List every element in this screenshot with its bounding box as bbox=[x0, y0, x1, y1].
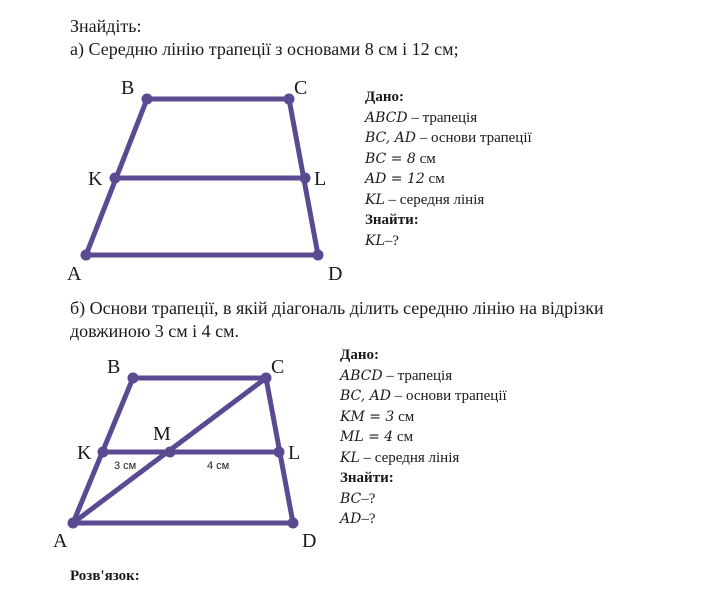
solution-heading: Розв'язок: bbox=[70, 568, 140, 584]
task-b-text-line2: довжиною 3 см і 4 см. bbox=[70, 321, 240, 341]
fig-a-point-c bbox=[284, 94, 295, 105]
fig-b-point-l bbox=[274, 447, 285, 458]
task-b-given-item: KL – середня лінія bbox=[340, 449, 460, 466]
fig-a-point-b bbox=[142, 94, 153, 105]
task-b-given-item: BC, AD – основи трапеції bbox=[340, 388, 507, 404]
fig-b-label-d: D bbox=[302, 530, 317, 552]
fig-b-segment-ml-label: 4 см bbox=[207, 460, 230, 472]
fig-b-point-m bbox=[165, 447, 176, 458]
fig-a-label-l: L bbox=[314, 168, 327, 190]
fig-b-point-a bbox=[68, 518, 79, 529]
task-b-given-item: ABCD – трапеція bbox=[340, 367, 453, 384]
task-b-given-title: Дано: bbox=[340, 347, 379, 363]
task-a-given-item: BC = 8 см bbox=[365, 150, 436, 167]
task-b-given-item: KM = 3 см bbox=[340, 408, 415, 425]
task-a-given-block bbox=[365, 87, 532, 251]
fig-b-label-a: A bbox=[53, 530, 68, 552]
task-a-given-title: Дано: bbox=[365, 89, 404, 105]
task-a-given-item: KL – середня лінія bbox=[365, 191, 485, 208]
fig-a-point-d bbox=[313, 250, 324, 261]
fig-b-point-d bbox=[288, 518, 299, 529]
task-b-find-title: Знайти: bbox=[340, 470, 394, 486]
task-b-find-item: AD–? bbox=[340, 511, 376, 527]
page-heading: Знайдіть: bbox=[70, 16, 142, 36]
task-a-find-item: KL–? bbox=[365, 232, 399, 249]
fig-b-point-c bbox=[261, 373, 272, 384]
fig-a-label-b: B bbox=[121, 77, 135, 99]
fig-a-point-l bbox=[300, 173, 311, 184]
task-b-text-line1: б) Основи трапеції, в якій діагональ ділить середню лінію на відрізки bbox=[70, 298, 604, 318]
fig-b-label-l: L bbox=[288, 442, 301, 464]
fig-a-label-a: A bbox=[67, 263, 82, 285]
task-b-given-item: ML = 4 см bbox=[340, 429, 414, 445]
fig-b-label-b: B bbox=[107, 356, 121, 378]
fig-a-label-d: D bbox=[328, 263, 343, 285]
task-a-given-item: BC, AD – основи трапеції bbox=[365, 130, 532, 146]
fig-b-label-k: K bbox=[77, 442, 92, 464]
fig-a-point-a bbox=[81, 250, 92, 261]
fig-b-segment-km-label: 3 см bbox=[114, 460, 137, 472]
fig-a-label-c: C bbox=[294, 77, 308, 99]
fig-b-label-m: M bbox=[153, 423, 171, 445]
task-b-find-item: BC–? bbox=[340, 490, 376, 507]
task-a-given-item: ABCD – трапеція bbox=[365, 109, 478, 126]
task-a-find-title: Знайти: bbox=[365, 212, 419, 228]
fig-b-point-k bbox=[98, 447, 109, 458]
fig-a-label-k: K bbox=[88, 168, 103, 190]
fig-a-point-k bbox=[110, 173, 121, 184]
fig-b-point-b bbox=[128, 373, 139, 384]
fig-b-label-c: C bbox=[271, 356, 285, 378]
task-a-text: а) Середню лінію трапеції з основами 8 см і 12 см; bbox=[70, 39, 459, 59]
task-b-given-block bbox=[340, 345, 507, 530]
task-a-given-item: AD = 12 см bbox=[365, 171, 445, 187]
